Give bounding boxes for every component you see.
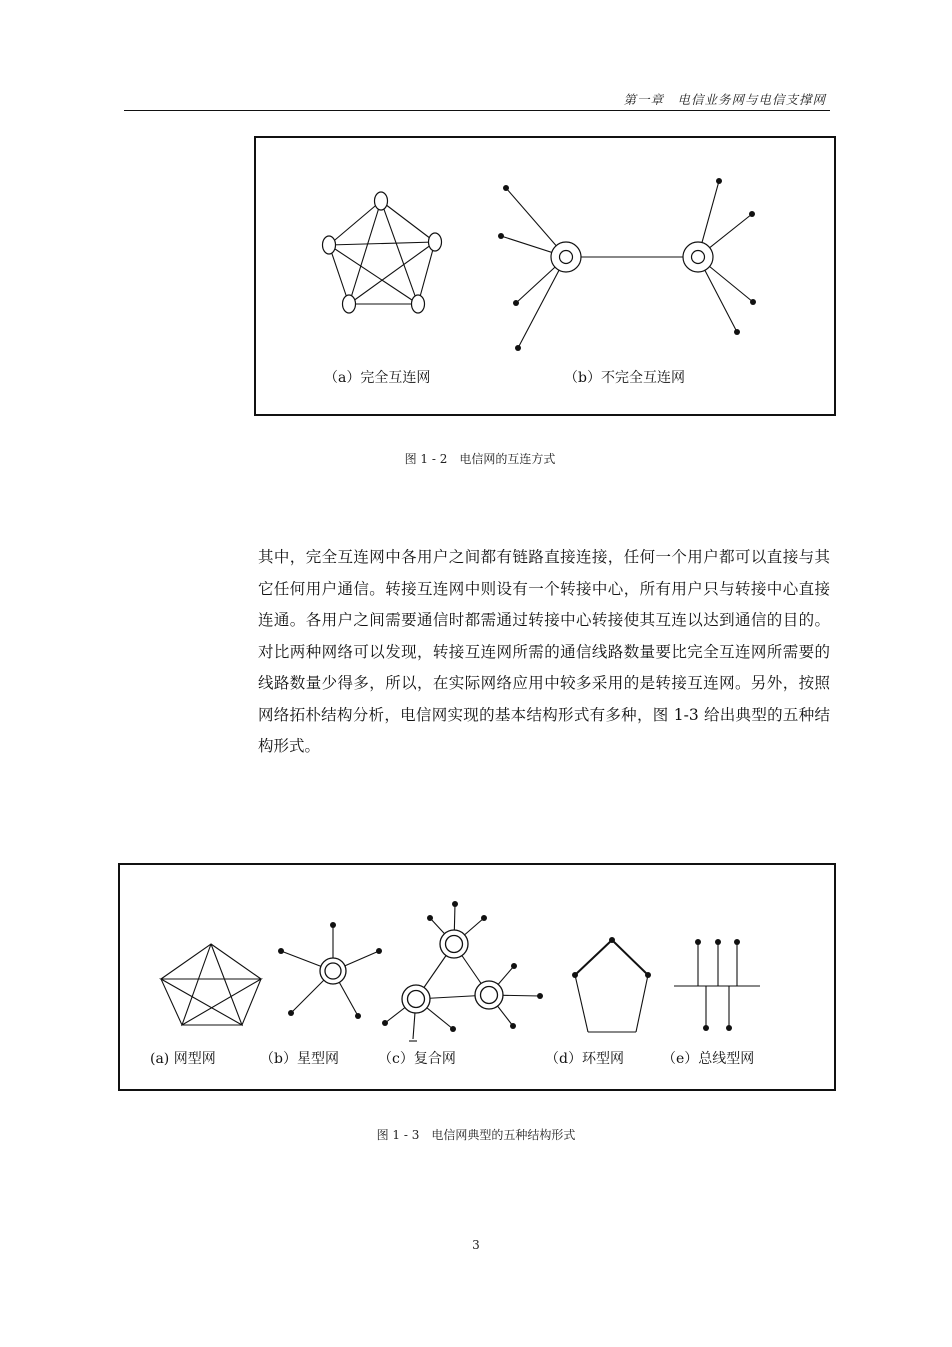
figure-1-3-caption: 图 1 - 3 电信网典型的五种结构形式	[376, 1128, 576, 1142]
figure-1-3-sub-caption-c: （c）复合网	[378, 1051, 456, 1067]
figure-1-3-sub-caption-a: (a) 网型网	[150, 1051, 216, 1067]
page-number: 3	[472, 1238, 480, 1252]
figure-1-3-sub-caption-b: （b）星型网	[260, 1051, 339, 1067]
figure-1-2-sub-caption-a: （a）完全互连网	[324, 370, 431, 386]
star-topology-diagram	[278, 922, 382, 1019]
figure-1-3-box	[118, 863, 836, 1091]
figure-1-3-sub-caption-e: （e）总线型网	[662, 1051, 755, 1067]
header-rule	[124, 110, 830, 111]
running-header: 第一章 电信业务网与电信支撑网	[623, 92, 826, 107]
body-paragraph: 其中，完全互连网中各用户之间都有链路直接连接，任何一个用户都可以直接与其它任何用户通信。转接互连网中则设有一个转接中心，所有用户只与转接中心直接连通。各用户之间需要通信时都需通过转接中心转接使其互连以达到通信的目的。对比两种网络可以发现，转接互连网所需的通信线路数量要比完全互连网所需要的线路数量少得多，所以，在实际网络应用中较多采用的是转接互连网。另外，按照网络拓朴结构分析，电信网实现的基本结构形式有多种，图 1-3 给出典型的五种结构形式。	[258, 548, 830, 755]
figure-1-2-caption: 图 1 - 2 电信网的互连方式	[404, 452, 556, 466]
figure-1-2-sub-caption-b: （b）不完全互连网	[564, 370, 685, 386]
full-mesh-network-diagram	[323, 192, 442, 313]
figure-1-3-sub-caption-d: （d）环型网	[545, 1051, 624, 1067]
mesh-topology-diagram	[161, 944, 261, 1025]
ring-topology-diagram	[572, 937, 651, 1032]
switched-network-diagram	[498, 178, 756, 351]
composite-topology-diagram	[382, 901, 543, 1041]
bus-topology-diagram	[674, 939, 760, 1031]
figure-1-2-box	[254, 136, 836, 416]
